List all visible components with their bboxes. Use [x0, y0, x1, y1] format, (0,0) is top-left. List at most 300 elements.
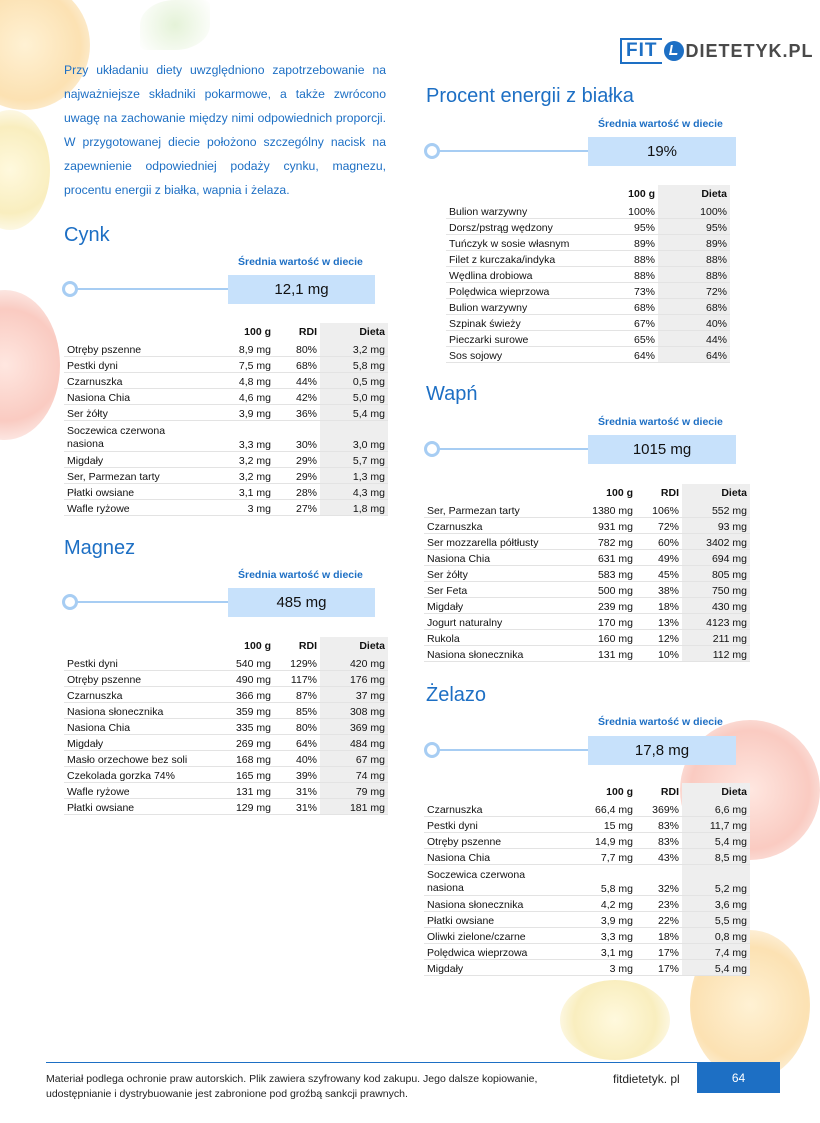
food-name: Płatki owsiane: [64, 799, 204, 815]
value-100g: 3,1 mg: [564, 944, 636, 960]
value-rdi: 43%: [636, 849, 682, 865]
value-rdi: 30%: [274, 421, 320, 452]
value-dieta: 0,8 mg: [682, 928, 750, 944]
table-header-row: [64, 637, 388, 655]
value-dieta: 88%: [658, 251, 730, 267]
value-dieta: 1,8 mg: [320, 500, 388, 516]
value-dieta: 5,4 mg: [682, 833, 750, 849]
table-row: [446, 283, 730, 299]
table-row: [64, 405, 388, 421]
table-header-row: [446, 185, 730, 203]
table-row: [64, 751, 388, 767]
value-100g: 66,4 mg: [564, 801, 636, 817]
food-name: Migdały: [424, 598, 564, 614]
value-rdi: 29%: [274, 452, 320, 468]
value-dieta: 100%: [658, 203, 730, 219]
value-100g: 3,2 mg: [204, 452, 274, 468]
section-title-zelazo: Żelazo: [426, 684, 487, 706]
food-name: Pieczarki surowe: [446, 331, 590, 347]
table-row: [424, 944, 750, 960]
table-row: [64, 671, 388, 687]
value-rdi: 369%: [636, 801, 682, 817]
table-row: [446, 267, 730, 283]
header-dieta: Dieta: [682, 484, 750, 502]
value-100g: 68%: [590, 299, 658, 315]
table-row: [64, 389, 388, 405]
header-100g: 100 g: [606, 786, 633, 798]
table-row: [64, 421, 388, 452]
table-row: [424, 865, 750, 896]
avg-circle-magnez: [62, 594, 78, 610]
food-name: Filet z kurczaka/indyka: [446, 251, 590, 267]
table-row: [64, 799, 388, 815]
avg-label-wapn: Średnia wartość w diecie: [598, 416, 723, 428]
value-rdi: 83%: [636, 833, 682, 849]
table-row: [64, 452, 388, 468]
value-dieta: 5,8 mg: [320, 357, 388, 373]
value-100g: 170 mg: [564, 614, 636, 630]
grapefruit-decoration: [0, 290, 60, 440]
avg-value-bialko: 19%: [588, 137, 736, 166]
value-dieta: 72%: [658, 283, 730, 299]
value-dieta: 430 mg: [682, 598, 750, 614]
food-name: Wafle ryżowe: [64, 783, 204, 799]
table-row: [64, 500, 388, 516]
value-100g: 95%: [590, 219, 658, 235]
value-rdi: 39%: [274, 767, 320, 783]
food-name: Migdały: [64, 452, 204, 468]
value-100g: 782 mg: [564, 534, 636, 550]
table-row: [64, 341, 388, 357]
food-name: Nasiona Chia: [424, 550, 564, 566]
avg-line-wapn: [432, 448, 588, 450]
table-row: [424, 630, 750, 646]
value-dieta: 95%: [658, 219, 730, 235]
value-100g: 4,2 mg: [564, 896, 636, 912]
value-100g: 131 mg: [204, 783, 274, 799]
value-rdi: 60%: [636, 534, 682, 550]
value-rdi: 117%: [274, 671, 320, 687]
value-rdi: 83%: [636, 817, 682, 833]
value-dieta: 0,5 mg: [320, 373, 388, 389]
food-name: Pestki dyni: [424, 817, 564, 833]
value-100g: 4,8 mg: [204, 373, 274, 389]
table-row: [424, 582, 750, 598]
table-row: [424, 502, 750, 518]
value-rdi: 36%: [274, 405, 320, 421]
table-row: [424, 833, 750, 849]
value-100g: 3,9 mg: [564, 912, 636, 928]
table-row: [424, 960, 750, 976]
avg-label-zelazo: Średnia wartość w diecie: [598, 716, 723, 728]
footer-divider: [46, 1062, 697, 1063]
value-dieta: 68%: [658, 299, 730, 315]
table-row: [424, 598, 750, 614]
footer-site-link[interactable]: fitdietetyk. pl: [613, 1072, 680, 1086]
table-row: [446, 315, 730, 331]
value-rdi: 64%: [274, 735, 320, 751]
header-100g: 100 g: [606, 487, 633, 499]
header-dieta: Dieta: [658, 185, 730, 203]
table-wapn: [424, 484, 750, 662]
food-name: Ser Feta: [424, 582, 564, 598]
avg-label-magnez: Średnia wartość w diecie: [238, 569, 363, 581]
value-dieta: 93 mg: [682, 518, 750, 534]
table-row: [64, 357, 388, 373]
food-name: Pestki dyni: [64, 655, 204, 671]
food-name: Nasiona Chia: [424, 849, 564, 865]
value-dieta: 3,2 mg: [320, 341, 388, 357]
table-row: [424, 817, 750, 833]
value-dieta: 67 mg: [320, 751, 388, 767]
value-100g: 8,9 mg: [204, 341, 274, 357]
logo-dietetyk: DIETETYK.PL: [685, 40, 814, 61]
value-rdi: 38%: [636, 582, 682, 598]
value-dieta: 4123 mg: [682, 614, 750, 630]
value-dieta: 5,0 mg: [320, 389, 388, 405]
value-dieta: 11,7 mg: [682, 817, 750, 833]
value-rdi: 106%: [636, 502, 682, 518]
table-row: [64, 735, 388, 751]
value-100g: 631 mg: [564, 550, 636, 566]
footer-copyright: Materiał podlega ochronie praw autorskich. Plik zawiera szyfrowany kod zakupu. Jego dalsze kopiowanie, udostępnianie i dystrybuowanie jest zabronione pod groźbą sankcji prawnych.: [46, 1073, 538, 1100]
logo-figure-icon: [664, 41, 684, 61]
food-name: Czarnuszka: [64, 373, 204, 389]
value-100g: 583 mg: [564, 566, 636, 582]
value-rdi: 27%: [274, 500, 320, 516]
value-dieta: 805 mg: [682, 566, 750, 582]
value-100g: 165 mg: [204, 767, 274, 783]
value-100g: 4,6 mg: [204, 389, 274, 405]
value-dieta: 5,5 mg: [682, 912, 750, 928]
value-rdi: 80%: [274, 719, 320, 735]
value-rdi: 45%: [636, 566, 682, 582]
value-dieta: 40%: [658, 315, 730, 331]
value-100g: 131 mg: [564, 646, 636, 662]
value-100g: 500 mg: [564, 582, 636, 598]
value-dieta: 3402 mg: [682, 534, 750, 550]
value-rdi: 23%: [636, 896, 682, 912]
food-name: Masło orzechowe bez soli: [64, 751, 204, 767]
value-dieta: 7,4 mg: [682, 944, 750, 960]
value-dieta: 6,6 mg: [682, 801, 750, 817]
table-row: [446, 219, 730, 235]
value-dieta: 3,6 mg: [682, 896, 750, 912]
table-row: [446, 331, 730, 347]
value-dieta: 8,5 mg: [682, 849, 750, 865]
food-name: Szpinak świeży: [446, 315, 590, 331]
avg-value-zelazo: 17,8 mg: [588, 736, 736, 765]
food-name: Czarnuszka: [64, 687, 204, 703]
value-dieta: 181 mg: [320, 799, 388, 815]
value-100g: 335 mg: [204, 719, 274, 735]
value-100g: 15 mg: [564, 817, 636, 833]
header-dieta: Dieta: [682, 783, 750, 801]
value-dieta: 74 mg: [320, 767, 388, 783]
value-rdi: 10%: [636, 646, 682, 662]
lemon-decoration: [560, 980, 670, 1060]
table-row: [424, 912, 750, 928]
value-rdi: 32%: [636, 865, 682, 896]
table-row: [64, 484, 388, 500]
table-row: [446, 203, 730, 219]
value-rdi: 85%: [274, 703, 320, 719]
value-dieta: 211 mg: [682, 630, 750, 646]
value-100g: 64%: [590, 347, 658, 363]
value-dieta: 552 mg: [682, 502, 750, 518]
table-row: [424, 646, 750, 662]
intro-paragraph: Przy układaniu diety uwzględniono zapotrzebowanie na najważniejsze składniki pokarmowe, a także zwrócono uwagę na zachowanie między nimi odpowiednich proporcji. W przygotowanej diecie położono szczególny nacisk na zapewnienie odpowiedniej podaży cynku, magnezu, procentu energii z białka, wapnia i żelaza.: [64, 63, 386, 197]
value-dieta: 5,4 mg: [682, 960, 750, 976]
value-rdi: 13%: [636, 614, 682, 630]
header-rdi: RDI: [660, 786, 679, 798]
value-rdi: 31%: [274, 799, 320, 815]
value-100g: 5,8 mg: [564, 865, 636, 896]
avg-line-zelazo: [432, 749, 588, 751]
section-title-wapn: Wapń: [426, 383, 478, 405]
header-100g: 100 g: [244, 326, 271, 338]
table-row: [446, 251, 730, 267]
table-cynk: [64, 323, 388, 516]
avg-circle-wapn: [424, 441, 440, 457]
table-row: [424, 566, 750, 582]
value-dieta: 484 mg: [320, 735, 388, 751]
page-number: 64: [697, 1062, 780, 1093]
value-100g: 366 mg: [204, 687, 274, 703]
table-row: [424, 896, 750, 912]
food-name: Nasiona słonecznika: [424, 896, 564, 912]
value-dieta: 3,0 mg: [320, 421, 388, 452]
header-100g: 100 g: [628, 188, 655, 200]
food-name: Czarnuszka: [424, 801, 564, 817]
avg-line-magnez: [70, 601, 228, 603]
food-name: Nasiona słonecznika: [424, 646, 564, 662]
table-row: [424, 614, 750, 630]
avg-circle-bialko: [424, 143, 440, 159]
value-dieta: 750 mg: [682, 582, 750, 598]
value-rdi: 18%: [636, 598, 682, 614]
avg-value-wapn: 1015 mg: [588, 435, 736, 464]
value-dieta: 420 mg: [320, 655, 388, 671]
food-name: Czarnuszka: [424, 518, 564, 534]
table-row: [424, 928, 750, 944]
table-row: [64, 719, 388, 735]
food-name: Migdały: [64, 735, 204, 751]
lemon-decoration: [0, 110, 50, 230]
section-title-bialko: Procent energii z białka: [426, 85, 634, 107]
value-rdi: 12%: [636, 630, 682, 646]
table-row: [446, 347, 730, 363]
value-rdi: 28%: [274, 484, 320, 500]
table-row: [64, 703, 388, 719]
food-name: Czekolada gorzka 74%: [64, 767, 204, 783]
value-dieta: 44%: [658, 331, 730, 347]
value-dieta: 4,3 mg: [320, 484, 388, 500]
food-name: Migdały: [424, 960, 564, 976]
value-100g: 88%: [590, 267, 658, 283]
food-name: Sos sojowy: [446, 347, 590, 363]
table-row: [424, 801, 750, 817]
value-rdi: 40%: [274, 751, 320, 767]
food-name: Ser, Parmezan tarty: [424, 502, 564, 518]
table-row: [424, 849, 750, 865]
avg-line-bialko: [432, 150, 588, 152]
header-dieta: Dieta: [320, 323, 388, 341]
table-bialko: [446, 185, 730, 363]
value-dieta: 112 mg: [682, 646, 750, 662]
food-name: Ser mozzarella półtłusty: [424, 534, 564, 550]
value-100g: 129 mg: [204, 799, 274, 815]
value-100g: 490 mg: [204, 671, 274, 687]
table-row: [424, 518, 750, 534]
table-row: [64, 767, 388, 783]
value-100g: 73%: [590, 283, 658, 299]
header-rdi: RDI: [298, 326, 317, 338]
value-dieta: 694 mg: [682, 550, 750, 566]
value-dieta: 88%: [658, 267, 730, 283]
value-100g: 3 mg: [564, 960, 636, 976]
value-100g: 359 mg: [204, 703, 274, 719]
food-name: Jogurt naturalny: [424, 614, 564, 630]
value-100g: 168 mg: [204, 751, 274, 767]
table-row: [64, 687, 388, 703]
avg-value-magnez: 485 mg: [228, 588, 375, 617]
value-100g: 160 mg: [564, 630, 636, 646]
value-dieta: 369 mg: [320, 719, 388, 735]
value-rdi: 44%: [274, 373, 320, 389]
table-zelazo: [424, 783, 750, 976]
header-dieta: Dieta: [320, 637, 388, 655]
value-100g: 65%: [590, 331, 658, 347]
value-100g: 14,9 mg: [564, 833, 636, 849]
food-name: Pestki dyni: [64, 357, 204, 373]
table-row: [64, 373, 388, 389]
value-100g: 540 mg: [204, 655, 274, 671]
table-row: [446, 299, 730, 315]
brand-logo: [620, 38, 814, 64]
avg-circle-zelazo: [424, 742, 440, 758]
value-100g: 3,1 mg: [204, 484, 274, 500]
value-100g: 7,7 mg: [564, 849, 636, 865]
value-100g: 1380 mg: [564, 502, 636, 518]
avg-value-cynk: 12,1 mg: [228, 275, 375, 304]
header-rdi: RDI: [298, 640, 317, 652]
value-dieta: 5,2 mg: [682, 865, 750, 896]
value-dieta: 308 mg: [320, 703, 388, 719]
value-dieta: 176 mg: [320, 671, 388, 687]
table-header-row: [424, 783, 750, 801]
food-name: Otręby pszenne: [64, 671, 204, 687]
value-100g: 100%: [590, 203, 658, 219]
avg-label-cynk: Średnia wartość w diecie: [238, 256, 363, 268]
section-title-cynk: Cynk: [64, 224, 110, 246]
value-rdi: 49%: [636, 550, 682, 566]
food-name: Oliwki zielone/czarne: [424, 928, 564, 944]
table-header-row: [64, 323, 388, 341]
value-rdi: 18%: [636, 928, 682, 944]
value-100g: 3 mg: [204, 500, 274, 516]
food-name: Bulion warzywny: [446, 299, 590, 315]
food-name: Płatki owsiane: [424, 912, 564, 928]
value-rdi: 17%: [636, 944, 682, 960]
food-name: Polędwica wieprzowa: [424, 944, 564, 960]
value-100g: 3,3 mg: [564, 928, 636, 944]
food-name: Tuńczyk w sosie własnym: [446, 235, 590, 251]
food-name: Otręby pszenne: [64, 341, 204, 357]
value-100g: 3,3 mg: [204, 421, 274, 452]
table-row: [64, 783, 388, 799]
table-row: [424, 550, 750, 566]
food-name: Wafle ryżowe: [64, 500, 204, 516]
value-100g: 269 mg: [204, 735, 274, 751]
value-100g: 3,2 mg: [204, 468, 274, 484]
value-dieta: 79 mg: [320, 783, 388, 799]
value-rdi: 72%: [636, 518, 682, 534]
food-name: Nasiona Chia: [64, 389, 204, 405]
food-name: Otręby pszenne: [424, 833, 564, 849]
section-title-magnez: Magnez: [64, 537, 136, 559]
value-100g: 89%: [590, 235, 658, 251]
table-magnez: [64, 637, 388, 815]
avg-circle-cynk: [62, 281, 78, 297]
food-name: Bulion warzywny: [446, 203, 590, 219]
value-100g: 88%: [590, 251, 658, 267]
value-rdi: 31%: [274, 783, 320, 799]
food-name: Ser, Parmezan tarty: [64, 468, 204, 484]
food-name: Wędlina drobiowa: [446, 267, 590, 283]
value-100g: 3,9 mg: [204, 405, 274, 421]
avg-label-bialko: Średnia wartość w diecie: [598, 118, 723, 130]
table-row: [424, 534, 750, 550]
header-100g: 100 g: [244, 640, 271, 652]
value-dieta: 37 mg: [320, 687, 388, 703]
value-rdi: 17%: [636, 960, 682, 976]
value-rdi: 87%: [274, 687, 320, 703]
value-100g: 67%: [590, 315, 658, 331]
table-row: [64, 468, 388, 484]
food-name: Dorsz/pstrąg wędzony: [446, 219, 590, 235]
table-header-row: [424, 484, 750, 502]
food-name: Soczewica czerwona nasiona: [64, 421, 204, 452]
food-name: Rukola: [424, 630, 564, 646]
table-row: [64, 655, 388, 671]
value-rdi: 80%: [274, 341, 320, 357]
value-100g: 239 mg: [564, 598, 636, 614]
value-rdi: 129%: [274, 655, 320, 671]
avg-line-cynk: [70, 288, 228, 290]
value-100g: 7,5 mg: [204, 357, 274, 373]
value-dieta: 64%: [658, 347, 730, 363]
food-name: Polędwica wieprzowa: [446, 283, 590, 299]
food-name: Ser żółty: [64, 405, 204, 421]
value-dieta: 1,3 mg: [320, 468, 388, 484]
food-name: Soczewica czerwona nasiona: [424, 865, 564, 896]
header-rdi: RDI: [660, 487, 679, 499]
leaf-decoration: [140, 0, 210, 50]
food-name: Ser żółty: [424, 566, 564, 582]
logo-fit: FIT: [620, 38, 662, 64]
food-name: Nasiona słonecznika: [64, 703, 204, 719]
value-dieta: 5,7 mg: [320, 452, 388, 468]
food-name: Płatki owsiane: [64, 484, 204, 500]
value-rdi: 29%: [274, 468, 320, 484]
value-rdi: 68%: [274, 357, 320, 373]
value-rdi: 22%: [636, 912, 682, 928]
food-name: Nasiona Chia: [64, 719, 204, 735]
table-row: [446, 235, 730, 251]
value-dieta: 5,4 mg: [320, 405, 388, 421]
value-100g: 931 mg: [564, 518, 636, 534]
